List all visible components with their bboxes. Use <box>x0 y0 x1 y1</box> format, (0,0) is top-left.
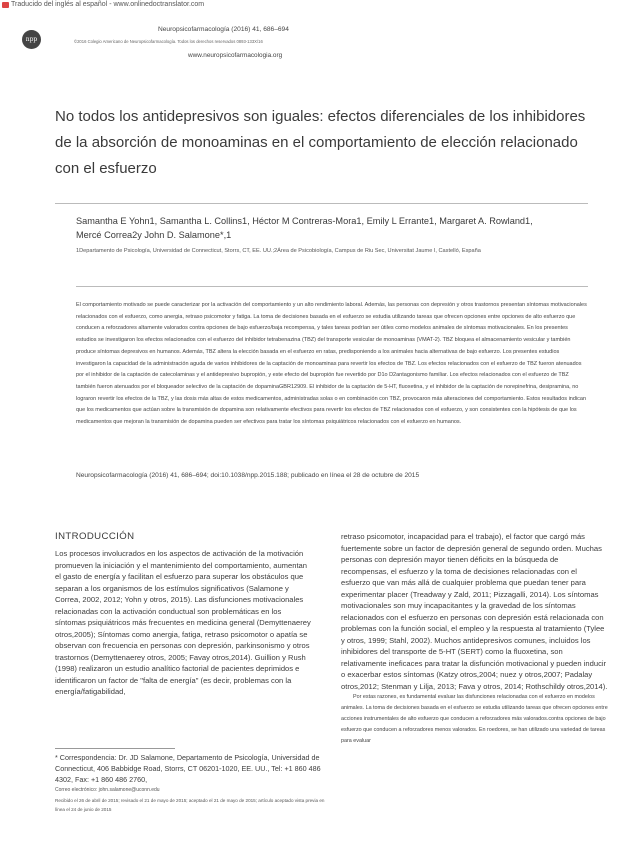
section-heading-introduction: INTRODUCCIÓN <box>55 531 135 542</box>
authors-line-2: Mercé Correa2y John D. Salamone*,1 <box>76 230 232 240</box>
received-dates: Recibido el 26 de abril de 2015; revisado el 21 de mayo de 2015; aceptado el 21 de mayo de 2015; artículo aceptado vista previa en línea el 24 de junio de 2015 <box>55 798 325 812</box>
left-column <box>55 548 311 698</box>
author-affiliations: 1Departamento de Psicología, Universidad de Connecticut, Storrs, CT, EE. UU.;2Área de Psicobiología, Campus de Riu Sec, Universitat Jaume I, Castelló, España <box>76 248 481 254</box>
journal-logo: npp <box>22 30 41 49</box>
right-column <box>341 531 608 747</box>
title-divider <box>55 203 588 204</box>
translate-icon <box>2 2 9 8</box>
abstract-divider <box>76 286 588 287</box>
copyright-notice: ©2016 Colegio Americano de Neuropsicofarmacología. Todos los derechos reservados 0893-133X/16 <box>74 39 263 44</box>
translator-banner[interactable] <box>2 1 204 8</box>
article-title: No todos los antidepresivos son iguales: efectos diferenciales de los inhibidores de la absorción de monoaminas en el comportamiento de elección relacionado con el esfuerzo <box>55 108 586 177</box>
translator-text: Traducido del inglés al español - www.onlinedoctranslator.com <box>11 1 205 8</box>
correspondence-email[interactable]: Correo electrónico: john.salamone@uconn.edu <box>55 787 160 793</box>
author-list <box>76 214 586 242</box>
article-citation: Neuropsicofarmacología (2016) 41, 686–694; doi:10.1038/npp.2015.188; publicado en línea el 28 de octubre de 2015 <box>76 472 420 479</box>
intro-paragraph-1: Los procesos involucrados en los aspectos de activación de la motivación promueven la iniciación y el mantenimiento del comportamiento, aumentan el gasto de energía y facilitan el esfuerzo para superar los obstáculos que separan a los organismos de los estímulos significativos (Salamone y Correa, 2002, 2012; Yohn y otros, 2015). Las disfunciones motivacionales relacionadas con la activación conductual son problemáticas en los síntomas psiquiátricos más frecuentes en medicina general (Demyttenaerey otros,2005); Síntomas como anergia, fatiga, retraso psicomotor o apatía se observan con frecuencia en personas con depresión, parkinsonismo y otros trastornos (Demyttenaerey otros, 2005; Favay otros,2014). Guillion y Rush (1998) realizaron un estudio analítico factorial de pacientes deprimidos e identificaron un factor de "falta de energía" (es decir, problemas con la energía/fatigabilidad, <box>55 549 311 696</box>
journal-website-link[interactable]: www.neuropsicofarmacologia.org <box>188 52 283 59</box>
intro-paragraph-1-continued: retraso psicomotor, incapacidad para el trabajo), el factor que cargó más fuertemente sobre un factor de depresión general de segundo orden. Muchas personas con depresión mayor tienen déficits en la búsqueda de recompensas, el esfuerzo y la toma de decisiones relacionadas con el esfuerzo que van más allá de cualquier problema que puedan tener para experimentar placer (Treadway y Zald, 2011; Pizzagalli, 2014). Los síntomas motivacionales son muy incapacitantes y la gravedad de los síntomas relacionados con el esfuerzo en personas con depresión está relacionada con problemas con la función social, el empleo y la respuesta al tratamiento (Tylee y otros, 1999; Stahl, 2002). Muchos antidepresivos comunes, incluidos los inhibidores del transporte de 5-HT (SERT) como la fluoxetina, son relativamente ineficaces para tratar la disfunción motivacional y pueden inducir o exacerbar estos síntomas (Katzy otros,2004; nuez y otros,2007; Padalay otros,2012; Stenman y Lilja, 2013; Fava y otros, 2014; Rothschildy otros,2014). <box>341 532 608 691</box>
correspondence-note: * Correspondencia: Dr. JD Salamone, Departamento de Psicología, Universidad de Connecticut, 406 Babbidge Road, Storrs, CT 06201-1020, EE. UU., Tel: +1 860 486 4302, Fax: +1 860 486 2760, <box>55 753 321 784</box>
journal-reference: Neuropsicofarmacología (2016) 41, 686–694 <box>158 26 289 33</box>
abstract-text: El comportamiento motivado se puede caracterizar por la activación del comportamiento y un alto rendimiento laboral. Además, las personas con depresión y otros trastornos presentan síntomas motivacionales relacionados con el esfuerzo, como anergia, retraso psicomotor y fatiga. La toma de decisiones basada en el esfuerzo se estudia utilizando tareas que ofrecen opciones entre opciones de alto esfuerzo que conducen a reforzadores altamente valorados contra opciones de bajo esfuerzo/baja recompensa, y tales tareas podrían ser útiles como modelos animales de síntomas motivacionales. En los presentes estudios se investigaron los efectos relacionados con el esfuerzo del inhibidor tetrabenazina (TBZ) del transporte vesicular de monoaminas (VMAT-2). TBZ bloquea el almacenamiento vesicular y también produce síntomas depresivos en humanos. Además, TBZ altera la elección basada en el esfuerzo en ratas, predisponiendo a los animales hacia alternativas de bajo esfuerzo. Los presentes estudios investigaron la capacidad de la administración aguda de varios inhibidores de la captación de monoaminas para revertir los efectos de TBZ. Los efectos relacionados con el esfuerzo de TBZ fueron atenuados por el inhibidor de la captación de catecolaminas y el antidepresivo bupropión, y este efecto del bupropión fue revertido por D1o D2antagonismo familiar. Los efectos relacionados con el esfuerzo de TBZ también fueron atenuados por el bloqueador selectivo de la captación de dopaminaGBR12909. El inhibidor de la captación de 5-HT, fluoxetina, y el inhibidor de la captación de norepinefrina, desipramina, no lograron revertir los efectos de la TBZ, y las dosis más altas de estos medicamentos, administradas solas o en combinación con TBZ, provocaron más alteraciones del comportamiento. Estos resultados indican que los medicamentos que actúan sobre la transmisión de dopamina son relativamente efectivos para revertir los efectos de TBZ relacionados con el esfuerzo, y son consistentes con la hipótesis de que los medicamentos que mejoran la transmisión de dopamina pueden ser efectivos para tratar los síntomas psiquiátricos relacionados con el esfuerzo en humanos. <box>76 302 587 426</box>
intro-paragraph-2: Por estas razones, es fundamental evaluar las disfunciones relacionadas con el esfuerzo en modelos animales. La toma de decisiones basada en el esfuerzo se estudia utilizando tareas que ofrecen opciones entre acciones instrumentales de alto esfuerzo que conducen a reforzadores más valorados.contra opciones de bajo esfuerzo que conducen a reforzadores menos valorados. En roedores, se han utilizado una variedad de tareas para evaluar <box>341 694 608 744</box>
authors-line-1: Samantha E Yohn1, Samantha L. Collins1, Héctor M Contreras-Mora1, Emily L Errante1, Margaret A. Rowland1, <box>76 216 533 226</box>
footnote <box>55 752 325 814</box>
footnote-divider <box>55 748 175 749</box>
